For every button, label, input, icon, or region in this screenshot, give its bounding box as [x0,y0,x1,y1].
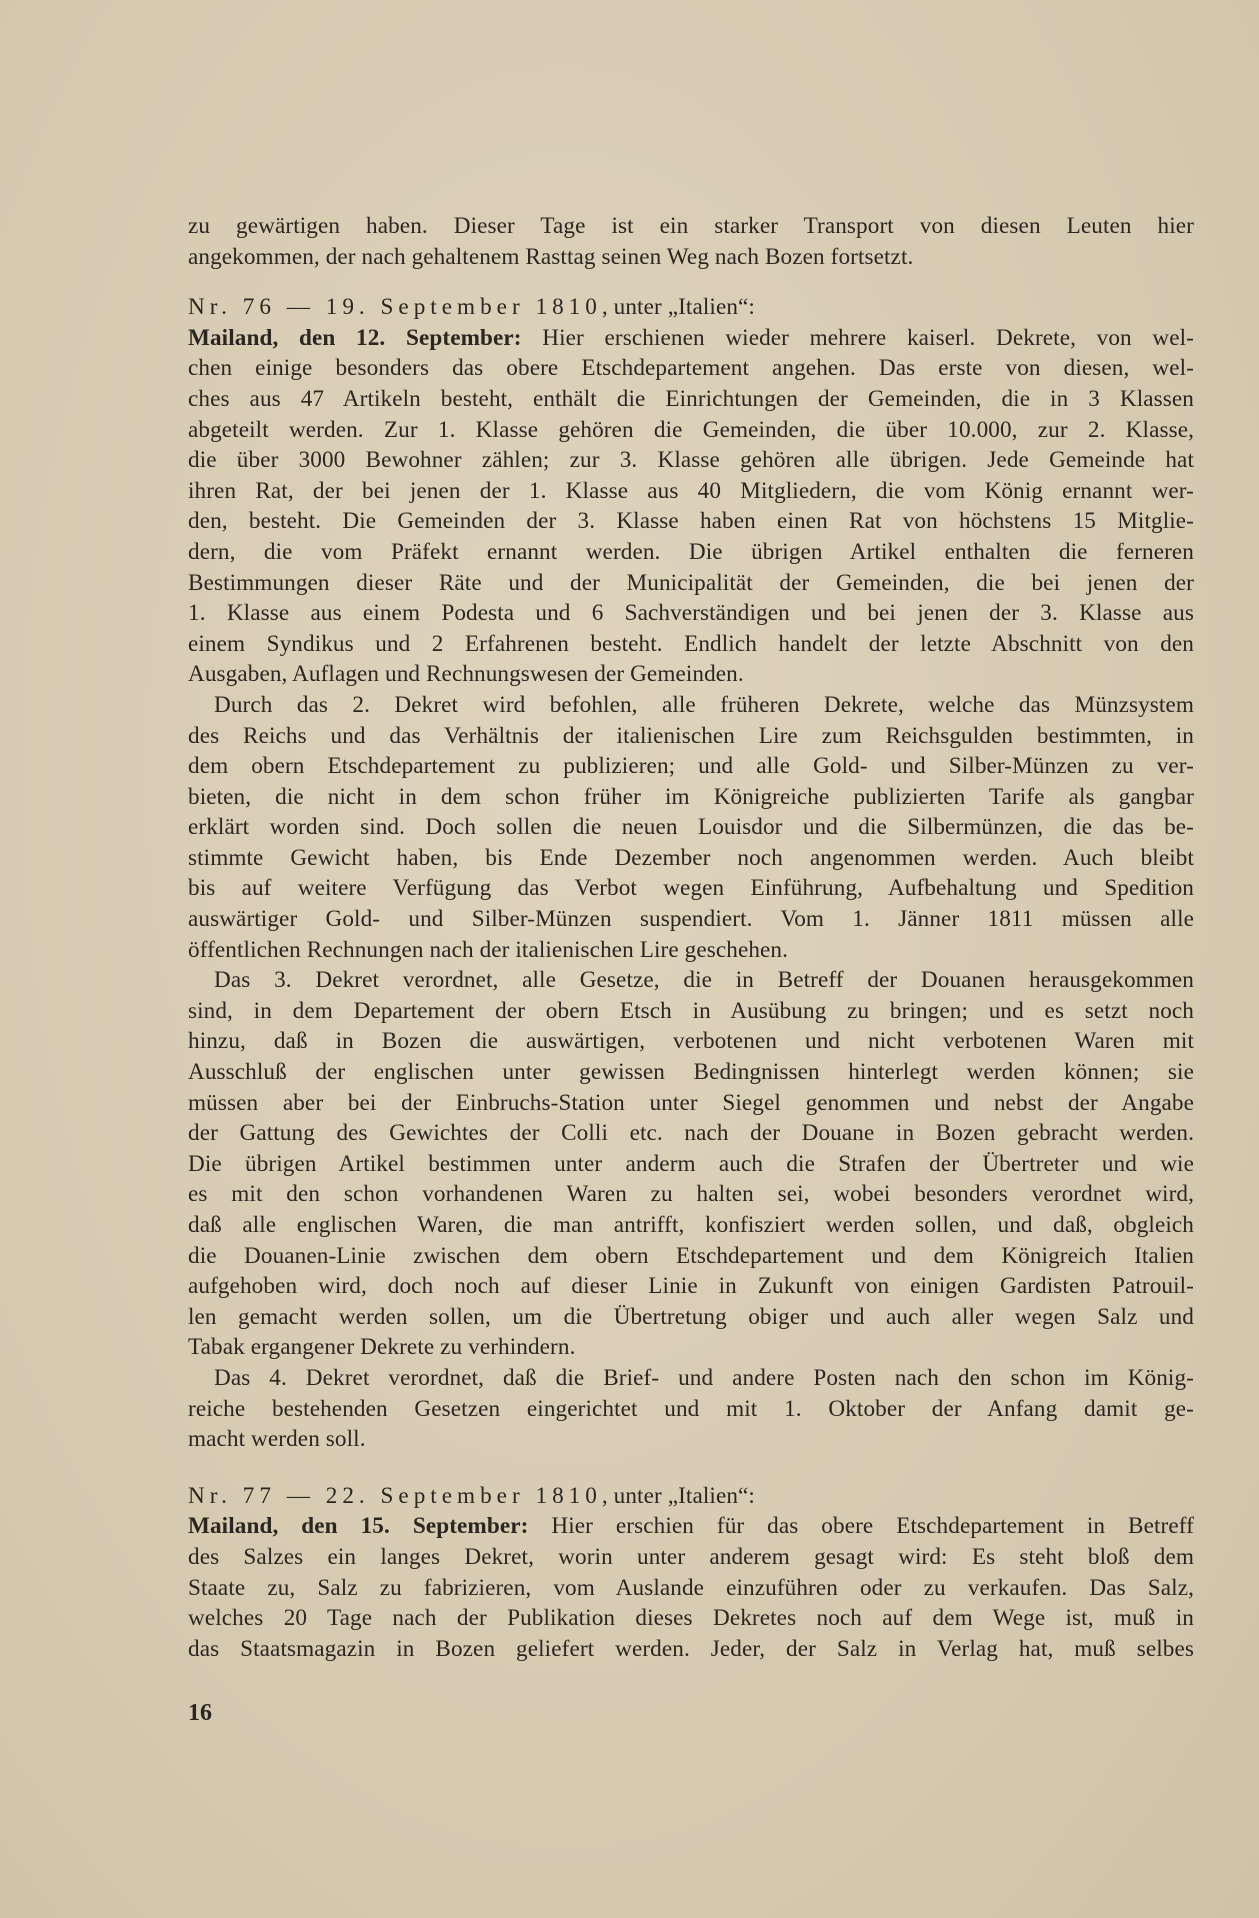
text-line: die Douanen-Linie zwischen dem obern Etschdepartement und dem Königreich Italien [188,1242,1194,1269]
text-line: Staate zu, Salz zu fabrizieren, vom Auslande einzuführen oder zu verkaufen. Das Salz, [188,1574,1194,1601]
text-line: welches 20 Tage nach der Publikation dieses Dekretes noch auf dem Wege ist, muß in [188,1605,1194,1632]
text-line: dem obern Etschdepartement zu publizieren; und alle Gold- und Silber-Münzen zu ver- [188,753,1194,780]
section-gap [188,1455,1194,1481]
entry-76-first-line [188,323,1194,354]
text-line: Ausschluß der englischen unter gewissen Bedingnissen hinterlegt werden können; sie [188,1059,1194,1086]
text-line: Das 3. Dekret verordnet, alle Gesetze, die in Betreff der Douanen herausgekommen [214,967,1194,994]
section-gap [188,272,1194,292]
page-number: 16 [188,1700,212,1726]
text-line: Durch das 2. Dekret wird befohlen, alle früheren Dekrete, welche das Münzsystem [214,691,1194,718]
entry-76-dateline: Mailand, den 12. September: [188,324,522,351]
text-line: zu gewärtigen haben. Dieser Tage ist ein starker Transport von diesen Leuten hier [188,213,1194,239]
text-line: len gemacht werden sollen, um die Übertretung obiger und auch aller wegen Salz und [188,1303,1194,1330]
entry-77-first-text: Hier erschien für das obere Etschdepartement in Betreff [528,1513,1194,1540]
text-line: des Reichs und das Verhältnis der italienischen Lire zum Reichsgulden bestimmten, in [188,722,1194,749]
text-line: erklärt worden sind. Doch sollen die neuen Louisdor und die Silbermünzen, die das be- [188,814,1194,841]
entry-76-reference: Nr. 76 — 19. September 1810 [188,294,602,321]
text-line: ches aus 47 Artikeln besteht, enthält die Einrichtungen der Gemeinden, die in 3 Klassen [188,385,1194,412]
text-line: macht werden soll. [188,1426,366,1453]
entry-76-heading-suffix: , unter „Italien“: [601,294,755,321]
text-line: reiche bestehenden Gesetzen eingerichtet und mit 1. Oktober der Anfang damit ge- [188,1395,1194,1422]
entry-77-heading-suffix: , unter „Italien“: [601,1482,755,1509]
entry-77-first-line [188,1511,1194,1542]
entry-76-first-text: Hier erschienen wieder mehrere kaiserl. Dekrete, von wel- [521,324,1194,351]
entry-77-heading [188,1481,1194,1512]
text-line: dern, die vom Präfekt ernannt werden. Die übrigen Artikel enthalten die ferneren [188,538,1194,565]
text-line: abgeteilt werden. Zur 1. Klasse gehören die Gemeinden, die über 10.000, zur 2. Klasse, [188,416,1194,443]
entry-77-reference: Nr. 77 — 22. September 1810 [188,1482,602,1509]
text-line: hinzu, daß in Bozen die auswärtigen, verbotenen und nicht verbotenen Waren mit [188,1028,1194,1055]
text-line: bis auf weitere Verfügung das Verbot wegen Einführung, Aufbehaltung und Spedition [188,875,1194,902]
text-line: sind, in dem Departement der obern Etsch in Ausübung zu bringen; und es setzt noch [188,997,1194,1024]
text-line: Die übrigen Artikel bestimmen unter anderm auch die Strafen der Übertreter und wie [188,1150,1194,1177]
text-column [188,211,1194,1664]
text-line: öffentlichen Rechnungen nach der italienischen Lire geschehen. [188,936,789,963]
text-line: es mit den schon vorhandenen Waren zu halten sei, wobei besonders verordnet wird, [188,1181,1194,1208]
text-line: Ausgaben, Auflagen und Rechnungswesen der Gemeinden. [188,661,744,688]
text-line: das Staatsmagazin in Bozen geliefert werden. Jeder, der Salz in Verlag hat, muß selbes [188,1635,1194,1662]
text-line: ihren Rat, der bei jenen der 1. Klasse aus 40 Mitgliedern, die vom König ernannt wer- [188,477,1194,504]
text-line: der Gattung des Gewichtes der Colli etc. nach der Douane in Bozen gebracht werden. [188,1120,1194,1147]
text-line: Tabak ergangener Dekrete zu verhindern. [188,1334,576,1361]
text-line: die über 3000 Bewohner zählen; zur 3. Klasse gehören alle übrigen. Jede Gemeinde hat [188,447,1194,474]
text-line: auswärtiger Gold- und Silber-Münzen suspendiert. Vom 1. Jänner 1811 müssen alle [188,906,1194,933]
text-line: 1. Klasse aus einem Podesta und 6 Sachverständigen und bei jenen der 3. Klasse aus [188,600,1194,627]
text-line: Das 4. Dekret verordnet, daß die Brief- und andere Posten nach den schon im König- [214,1364,1194,1391]
entry-76-heading [188,292,1194,323]
text-line: müssen aber bei der Einbruchs-Station unter Siegel genommen und nebst der Angabe [188,1089,1194,1116]
text-line: chen einige besonders das obere Etschdepartement angehen. Das erste von diesen, wel- [188,355,1194,382]
text-line: des Salzes ein langes Dekret, worin unter anderem gesagt wird: Es steht bloß dem [188,1543,1194,1570]
text-line: stimmte Gewicht haben, bis Ende Dezember noch angenommen werden. Auch bleibt [188,844,1194,871]
text-line: aufgehoben wird, doch noch auf dieser Linie in Zukunft von einigen Gardisten Patrouil- [188,1273,1194,1300]
entry-77-dateline: Mailand, den 15. September: [188,1513,529,1540]
text-line: daß alle englischen Waren, die man antrifft, konfisziert werden sollen, und daß, obgleich [188,1212,1194,1238]
text-line: den, besteht. Die Gemeinden der 3. Klasse haben einen Rat von höchstens 15 Mitglie- [188,508,1194,535]
text-line: Bestimmungen dieser Räte und der Municipalität der Gemeinden, die bei jenen der [188,569,1194,596]
text-line: angekommen, der nach gehaltenem Rasttag seinen Weg nach Bozen fortsetzt. [188,243,914,270]
text-line: bieten, die nicht in dem schon früher im Königreiche publizierten Tarife als gangbar [188,783,1194,810]
text-line: einem Syndikus und 2 Erfahrenen besteht. Endlich handelt der letzte Abschnitt von den [188,630,1194,657]
